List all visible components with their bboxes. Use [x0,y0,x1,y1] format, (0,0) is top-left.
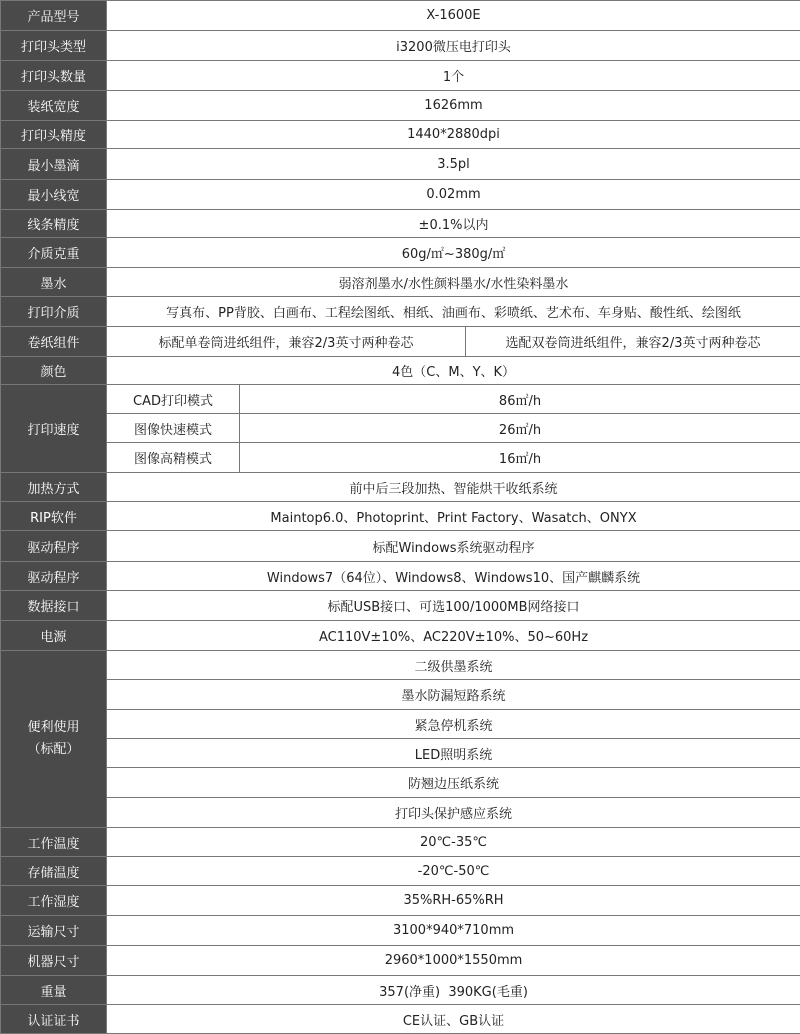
label-convenience-line2: （标配） [1,739,106,761]
value-cert: CE认证、GB认证 [107,1005,800,1034]
convenience-item: 防翘边压纸系统 [107,768,800,798]
value-rip: Maintop6.0、Photoprint、Print Factory、Wasatch、ONYX [107,502,800,531]
row-humidity [1,886,800,916]
label-power: 电源 [1,621,107,651]
label-rip: RIP软件 [1,502,107,531]
row-heating [1,473,800,502]
value-media-weight: 60g/㎡~380g/㎡ [107,238,800,268]
row-precision [1,121,800,149]
value-weight: 357(净重) 390KG(毛重) [107,976,800,1005]
label-head-count: 打印头数量 [1,61,107,91]
row-min-line [1,180,800,210]
label-line-precision: 线条精度 [1,210,107,238]
value-storage-temp: -20℃-50℃ [107,857,800,886]
row-color [1,357,800,385]
value-humidity: 35%RH-65%RH [107,886,800,916]
value-line-precision: ±0.1%以内 [107,210,800,238]
row-interface [1,591,800,621]
row-power [1,621,800,651]
label-speed: 打印速度 [1,385,107,473]
row-speed-hq [1,443,800,473]
label-convenience [1,651,107,828]
label-shipping-size: 运输尺寸 [1,916,107,946]
label-color: 颜色 [1,357,107,385]
row-driver1 [1,531,800,562]
value-driver1: 标配Windows系统驱动程序 [107,531,800,562]
row-convenience-1 [1,651,800,680]
value-machine-size: 2960*1000*1550mm [107,946,800,976]
value-work-temp: 20℃-35℃ [107,828,800,857]
label-media: 打印介质 [1,297,107,327]
row-head-type [1,31,800,61]
label-storage-temp: 存储温度 [1,857,107,886]
row-storage-temp [1,857,800,886]
row-work-temp [1,828,800,857]
label-width: 装纸宽度 [1,91,107,121]
value-roll-standard: 标配单卷筒进纸组件，兼容2/3英寸两种卷芯 [107,327,466,357]
row-min-drop [1,149,800,180]
convenience-item: LED照明系统 [107,739,800,768]
value-min-line: 0.02mm [107,180,800,210]
row-convenience-2 [1,680,800,710]
speed-value-cad: 86㎡/h [240,385,800,414]
row-driver2 [1,562,800,591]
row-model [1,1,800,31]
label-machine-size: 机器尺寸 [1,946,107,976]
value-model: X-1600E [107,1,800,31]
row-width [1,91,800,121]
label-driver1: 驱动程序 [1,531,107,562]
row-weight [1,976,800,1005]
value-shipping-size: 3100*940*710mm [107,916,800,946]
row-convenience-3 [1,710,800,739]
label-weight: 重量 [1,976,107,1005]
row-shipping-size [1,916,800,946]
value-driver2: Windows7（64位）、Windows8、Windows10、国产麒麟系统 [107,562,800,591]
value-power: AC110V±10%、AC220V±10%、50~60Hz [107,621,800,651]
label-head-type: 打印头类型 [1,31,107,61]
label-media-weight: 介质克重 [1,238,107,268]
speed-value-fast: 26㎡/h [240,414,800,443]
label-precision: 打印头精度 [1,121,107,149]
value-ink: 弱溶剂墨水/水性颜料墨水/水性染料墨水 [107,268,800,297]
speed-value-hq: 16㎡/h [240,443,800,473]
label-convenience-line1: 便利使用 [1,717,106,739]
label-model: 产品型号 [1,1,107,31]
label-humidity: 工作湿度 [1,886,107,916]
row-media-weight [1,238,800,268]
label-min-line: 最小线宽 [1,180,107,210]
convenience-item: 墨水防漏短路系统 [107,680,800,710]
value-color: 4色（C、M、Y、K） [107,357,800,385]
row-roll [1,327,800,357]
row-speed-fast [1,414,800,443]
convenience-item: 二级供墨系统 [107,651,800,680]
value-head-type: i3200微压电打印头 [107,31,800,61]
row-ink [1,268,800,297]
speed-mode-hq: 图像高精模式 [107,443,240,473]
label-interface: 数据接口 [1,591,107,621]
value-interface: 标配USB接口、可选100/1000MB网络接口 [107,591,800,621]
row-machine-size [1,946,800,976]
convenience-item: 打印头保护感应系统 [107,798,800,828]
value-media: 写真布、PP背胶、白画布、工程绘图纸、相纸、油画布、彩喷纸、艺术布、车身贴、酸性纸、绘图纸 [107,297,800,327]
label-roll: 卷纸组件 [1,327,107,357]
row-convenience-4 [1,739,800,768]
convenience-item: 紧急停机系统 [107,710,800,739]
value-width: 1626mm [107,91,800,121]
speed-mode-fast: 图像快速模式 [107,414,240,443]
speed-mode-cad: CAD打印模式 [107,385,240,414]
value-head-count: 1个 [107,61,800,91]
row-cert [1,1005,800,1034]
label-driver2: 驱动程序 [1,562,107,591]
row-speed-cad [1,385,800,414]
label-cert: 认证证书 [1,1005,107,1034]
row-rip [1,502,800,531]
row-convenience-6 [1,798,800,828]
row-media [1,297,800,327]
value-heating: 前中后三段加热、智能烘干收纸系统 [107,473,800,502]
label-min-drop: 最小墨滴 [1,149,107,180]
value-roll-optional: 选配双卷筒进纸组件，兼容2/3英寸两种卷芯 [466,327,800,357]
row-head-count [1,61,800,91]
label-work-temp: 工作温度 [1,828,107,857]
row-convenience-5 [1,768,800,798]
value-precision: 1440*2880dpi [107,121,800,149]
label-heating: 加热方式 [1,473,107,502]
label-ink: 墨水 [1,268,107,297]
row-line-precision [1,210,800,238]
value-min-drop: 3.5pl [107,149,800,180]
